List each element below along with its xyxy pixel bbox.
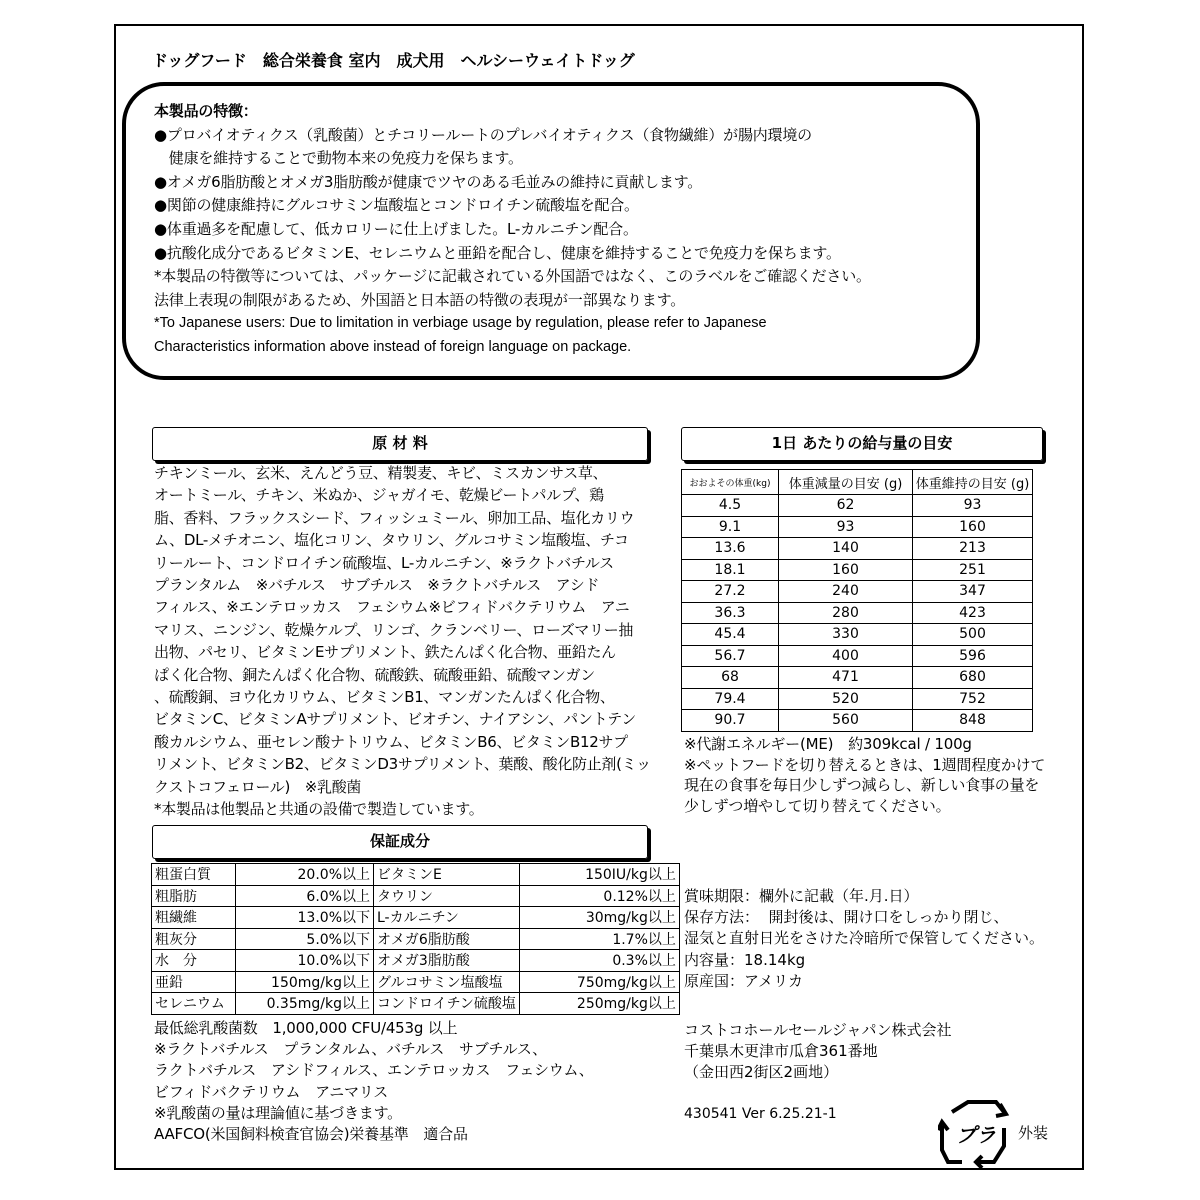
ingredients-line: マリス、ニンジン、乾燥ケルプ、リンゴ、クランベリー、ローズマリー抽 — [154, 620, 634, 639]
nutrient-value: 20.0%以上 — [236, 864, 374, 886]
nutrient-name: 粗蛋白質 — [152, 864, 236, 886]
feeding-loss-cell: 520 — [779, 688, 913, 710]
guaranteed-row — [152, 907, 680, 929]
feeding-note-line: ※ペットフードを切り替えるときは、1週間程度かけて — [684, 755, 1046, 774]
feeding-loss-cell: 240 — [779, 581, 913, 603]
feeding-weight-cell: 4.5 — [682, 495, 779, 517]
nutrient-value: 30mg/kg以上 — [519, 907, 679, 929]
feeding-weight-cell: 36.3 — [682, 602, 779, 624]
product-info — [684, 886, 1084, 992]
feeding-row — [682, 688, 1033, 710]
feeding-col-weight: おおよその体重(kg) — [682, 470, 779, 495]
feeding-maintain-cell: 93 — [913, 495, 1033, 517]
feeding-loss-cell: 330 — [779, 624, 913, 646]
features-heading: 本製品の特徴： — [154, 102, 258, 120]
company-address: 千葉県木更津市瓜倉361番地 — [684, 1042, 878, 1061]
nutrient-value: 250mg/kg以上 — [519, 993, 679, 1015]
ingredients-line: クストコフェロール) ※乳酸菌 — [154, 777, 362, 796]
feature-line: ●体重過多を配慮して、低カロリーに仕上げました。L-カルニチン配合。 — [154, 219, 638, 238]
nutrient-name: 粗繊維 — [152, 907, 236, 929]
product-title: ドッグフード 総合栄養食 室内 成犬用 ヘルシーウェイトドッグ — [152, 51, 635, 70]
best-before: 賞味期限：欄外に記載（年.月.日） — [684, 887, 919, 905]
storage-method: 保存方法： 開封後は、開け口をしっかり閉じ、 — [684, 908, 1009, 927]
feeding-weight-cell: 68 — [682, 667, 779, 689]
country-of-origin: 原産国：アメリカ — [684, 971, 803, 990]
ingredients-line: リールート、コンドロイチン硫酸塩、L-カルニチン、※ラクトバチルス — [154, 553, 614, 572]
feature-line: *本製品の特徴等については、パッケージに記載されている外国語ではなく、このラベルをご確認ください。 — [154, 267, 871, 286]
recycle-label: 外装 — [1018, 1124, 1049, 1142]
feeding-loss-cell: 400 — [779, 645, 913, 667]
nutrient-value: 0.12%以上 — [519, 885, 679, 907]
feature-line: ●オメガ6脂肪酸とオメガ3脂肪酸が健康でツヤのある毛並みの維持に貢献します。 — [154, 172, 703, 191]
storage-method-cont: 湿気と直射日光をさけた冷暗所で保管してください。 — [684, 929, 1045, 948]
feeding-loss-cell: 93 — [779, 516, 913, 538]
feeding-maintain-cell: 752 — [913, 688, 1033, 710]
guaranteed-header: 保証成分 — [152, 825, 648, 859]
feeding-table — [681, 469, 1033, 732]
feeding-notes — [684, 734, 1084, 816]
feeding-maintain-cell: 500 — [913, 624, 1033, 646]
guaranteed-row — [152, 993, 680, 1015]
company-info — [684, 1020, 952, 1084]
feature-line: ●関節の健康維持にグルコサミン塩酸塩とコンドロイチン硫酸塩を配合。 — [154, 196, 639, 215]
nutrient-name: タウリン — [374, 885, 520, 907]
ingredients-line: 酸カルシウム、亜セレン酸ナトリウム、ビタミンB6、ビタミンB12サプ — [154, 732, 628, 751]
lactic-notes — [154, 1018, 674, 1145]
features-box — [122, 82, 980, 380]
feeding-note-line: ※代謝エネルギー(ME) 約309kcal / 100g — [684, 735, 972, 753]
nutrient-name: セレニウム — [152, 993, 236, 1015]
feeding-weight-cell: 9.1 — [682, 516, 779, 538]
feeding-row — [682, 538, 1033, 560]
nutrient-name: 水 分 — [152, 950, 236, 972]
feeding-maintain-cell: 347 — [913, 581, 1033, 603]
feeding-row — [682, 602, 1033, 624]
feeding-weight-cell: 13.6 — [682, 538, 779, 560]
feeding-weight-cell: 79.4 — [682, 688, 779, 710]
feeding-weight-cell: 18.1 — [682, 559, 779, 581]
lactic-note-line: ※ラクトバチルス プランタルム、バチルス サブチルス、 — [154, 1040, 547, 1059]
ingredients-line: チキンミール、玄米、えんどう豆、精製麦、キビ、ミスカンサス草、 — [154, 464, 608, 482]
feeding-maintain-cell: 160 — [913, 516, 1033, 538]
nutrient-name: ビタミンE — [374, 864, 520, 886]
nutrient-name: オメガ3脂肪酸 — [374, 950, 520, 972]
feeding-row — [682, 495, 1033, 517]
feeding-row — [682, 645, 1033, 667]
feature-line: ●プロバイオティクス（乳酸菌）とチコリールートのプレバイオティクス（食物繊維）が腸内環境の — [154, 125, 812, 144]
lactic-note-line: ビフィドバクテリウム アニマリス — [154, 1082, 389, 1101]
nutrient-name: オメガ6脂肪酸 — [374, 928, 520, 950]
nutrient-value: 0.35mg/kg以上 — [236, 993, 374, 1015]
guaranteed-table — [151, 863, 680, 1015]
nutrient-name: コンドロイチン硫酸塩 — [374, 993, 520, 1015]
feature-en-line: *To Japanese users: Due to limitation in verbiage usage by regulation, please refer to Japanese — [154, 315, 767, 332]
feeding-col-loss: 体重減量の目安 (g) — [779, 470, 913, 495]
feeding-loss-cell: 140 — [779, 538, 913, 560]
feeding-row — [682, 624, 1033, 646]
nutrient-value: 1.7%以上 — [519, 928, 679, 950]
lactic-note-line: ※乳酸菌の量は理論値に基づきます。 — [154, 1103, 402, 1122]
feature-line: 健康を維持することで動物本来の免疫力を保ちます。 — [154, 149, 523, 168]
feeding-loss-cell: 560 — [779, 710, 913, 732]
feeding-note-line: 少しずつ増やして切り替えてください。 — [684, 796, 951, 815]
feeding-row — [682, 710, 1033, 732]
ingredients-line: ム、DL-メチオニン、塩化コリン、タウリン、グルコサミン塩酸塩、チコ — [154, 531, 629, 550]
feeding-loss-cell: 160 — [779, 559, 913, 581]
feeding-weight-cell: 45.4 — [682, 624, 779, 646]
feeding-maintain-cell: 848 — [913, 710, 1033, 732]
nutrient-name: 亜鉛 — [152, 971, 236, 993]
feeding-loss-cell: 280 — [779, 602, 913, 624]
recycle-mark-text: プラ — [956, 1123, 996, 1147]
version-code: 430541 Ver 6.25.21-1 — [684, 1106, 837, 1122]
feeding-note-line: 現在の食事を毎日少しずつ減らし、新しい食事の量を — [684, 776, 1040, 794]
lactic-note-line: 最低総乳酸菌数 1,000,000 CFU/453g 以上 — [154, 1019, 458, 1037]
guaranteed-row — [152, 928, 680, 950]
feeding-weight-cell: 27.2 — [682, 581, 779, 603]
guaranteed-row — [152, 950, 680, 972]
feeding-col-maintain: 体重維持の目安 (g) — [913, 470, 1033, 495]
nutrient-name: 粗脂肪 — [152, 885, 236, 907]
ingredients-line: ぱく化合物、銅たんぱく化合物、硫酸鉄、硫酸亜鉛、硫酸マンガン — [154, 665, 596, 684]
feature-line: ●抗酸化成分であるビタミンE、セレニウムと亜鉛を配合し、健康を維持することで免疫力を保ちます。 — [154, 243, 841, 262]
feeding-header: 1日 あたりの給与量の目安 — [681, 427, 1043, 461]
ingredients-line: 脂、香料、フラックスシード、フィッシュミール、卵加工品、塩化カリウ — [154, 508, 635, 527]
feature-en-line: Characteristics information above instead of foreign language on package. — [154, 338, 632, 355]
company-name: コストコホールセールジャパン株式会社 — [684, 1021, 952, 1039]
ingredients-note: *本製品は他製品と共通の設備で製造しています。 — [154, 800, 484, 819]
guaranteed-row — [152, 864, 680, 886]
ingredients-line: 出物、パセリ、ビタミンEサプリメント、鉄たんぱく化合物、亜鉛たん — [154, 643, 616, 662]
net-weight: 内容量：18.14kg — [684, 950, 806, 969]
ingredients-line: ビタミンC、ビタミンAサプリメント、ビオチン、ナイアシン、パントテン — [154, 710, 636, 729]
feature-line: 法律上表現の制限があるため、外国語と日本語の特徴の表現が一部異なります。 — [154, 290, 686, 309]
guaranteed-row — [152, 971, 680, 993]
feeding-maintain-cell: 423 — [913, 602, 1033, 624]
nutrient-name: 粗灰分 — [152, 928, 236, 950]
feeding-weight-cell: 56.7 — [682, 645, 779, 667]
plastic-recycle-icon — [938, 1098, 1010, 1168]
nutrient-value: 6.0%以上 — [236, 885, 374, 907]
feeding-maintain-cell: 596 — [913, 645, 1033, 667]
feeding-maintain-cell: 213 — [913, 538, 1033, 560]
ingredients-line: 、硫酸銅、ヨウ化カリウム、ビタミンB1、マンガンたんぱく化合物、 — [154, 688, 615, 707]
nutrient-value: 150IU/kg以上 — [519, 864, 679, 886]
ingredients-header: 原 材 料 — [152, 427, 648, 461]
nutrient-value: 13.0%以下 — [236, 907, 374, 929]
nutrient-value: 150mg/kg以上 — [236, 971, 374, 993]
feeding-row — [682, 516, 1033, 538]
feeding-row — [682, 667, 1033, 689]
feeding-weight-cell: 90.7 — [682, 710, 779, 732]
feeding-row — [682, 581, 1033, 603]
nutrient-value: 750mg/kg以上 — [519, 971, 679, 993]
nutrient-name: L-カルニチン — [374, 907, 520, 929]
ingredients-line: オートミール、チキン、米ぬか、ジャガイモ、乾燥ビートパルプ、鶏 — [154, 486, 604, 505]
feeding-maintain-cell: 680 — [913, 667, 1033, 689]
lactic-note-line: ラクトバチルス アシドフィルス、エンテロッカス フェシウム、 — [154, 1061, 594, 1080]
nutrient-value: 0.3%以上 — [519, 950, 679, 972]
nutrient-value: 10.0%以下 — [236, 950, 374, 972]
nutrient-value: 5.0%以下 — [236, 928, 374, 950]
feeding-loss-cell: 471 — [779, 667, 913, 689]
feeding-loss-cell: 62 — [779, 495, 913, 517]
feeding-maintain-cell: 251 — [913, 559, 1033, 581]
feeding-row — [682, 559, 1033, 581]
aafco-line: AAFCO(米国飼料検査官協会)栄養基準 適合品 — [154, 1125, 468, 1144]
nutrient-name: グルコサミン塩酸塩 — [374, 971, 520, 993]
ingredients-line: プランタルム ※バチルス サブチルス ※ラクトバチルス アシド — [154, 576, 600, 595]
company-address-sub: （金田西2街区2画地） — [684, 1063, 839, 1082]
ingredients-line: リメント、ビタミンB2、ビタミンD3サプリメント、葉酸、酸化防止剤(ミッ — [154, 755, 651, 774]
ingredients-line: フィルス、※エンテロッカス フェシウム※ビフィドバクテリウム アニ — [154, 598, 630, 617]
ingredients-list — [154, 462, 674, 821]
guaranteed-row — [152, 885, 680, 907]
